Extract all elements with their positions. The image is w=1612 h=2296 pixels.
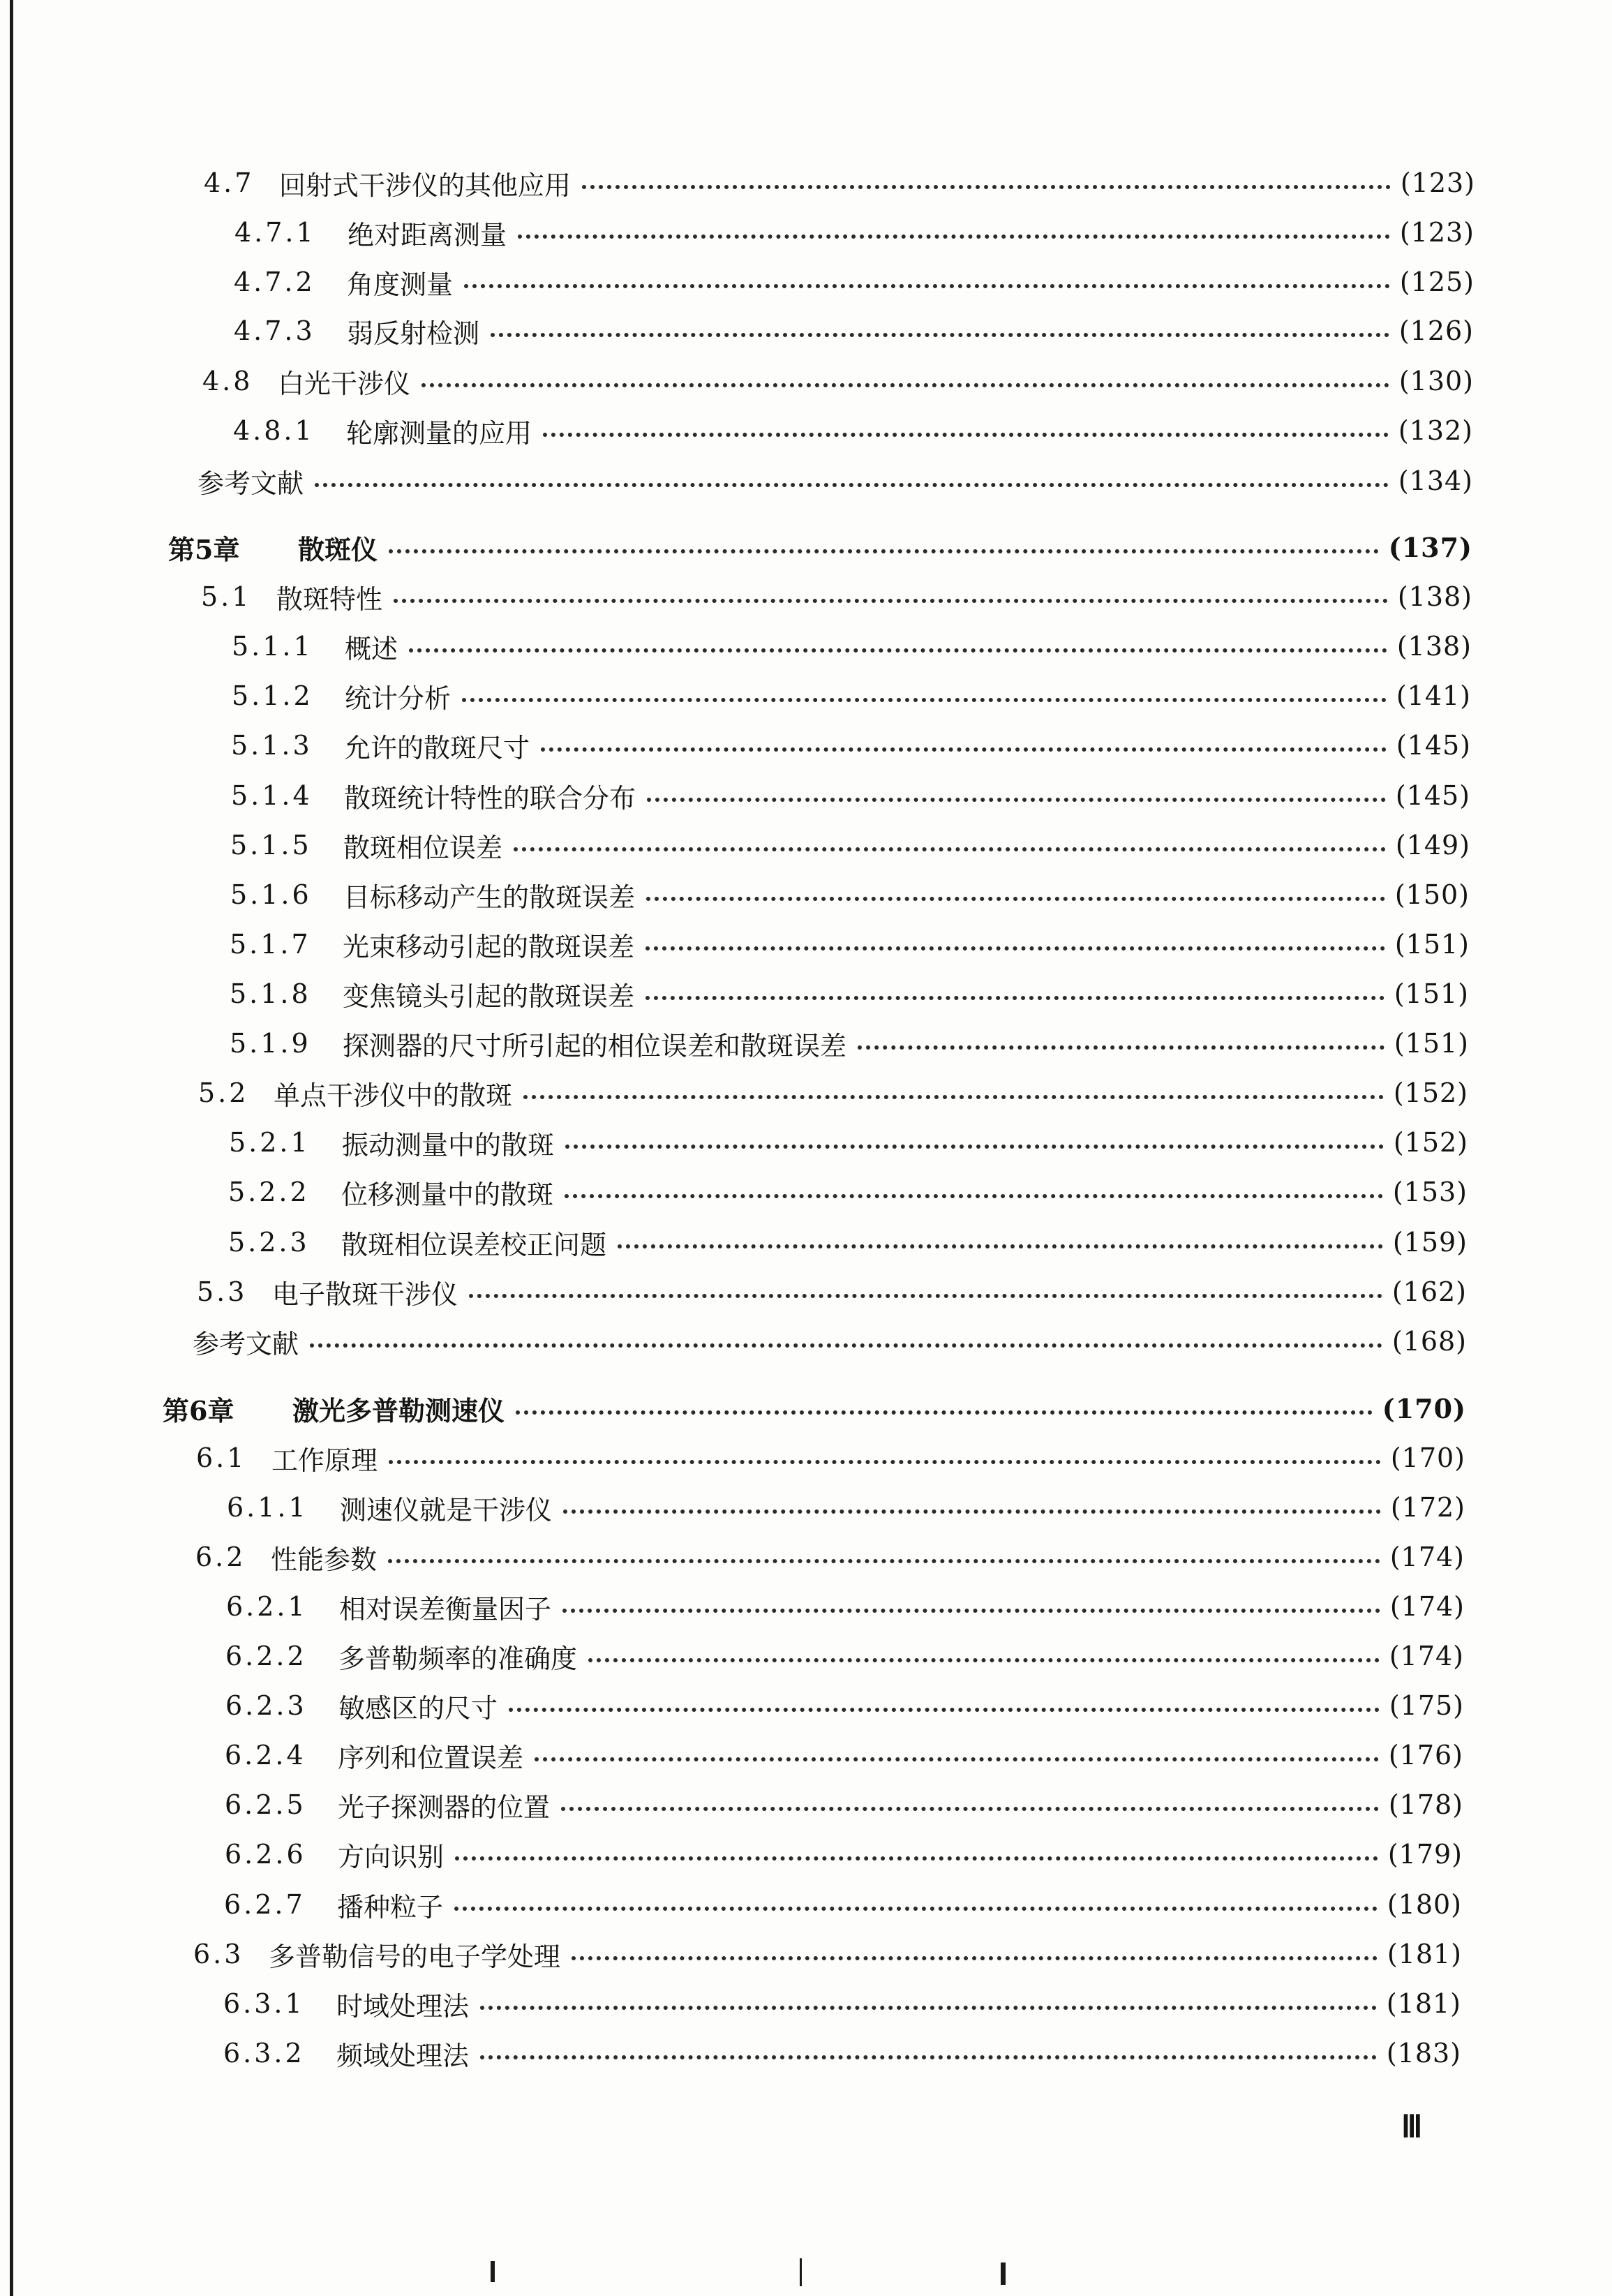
toc-page-number: (151) xyxy=(1394,978,1469,1009)
toc-page-number: (170) xyxy=(1382,1392,1466,1424)
toc-entry-title: 轮廓测量的应用 xyxy=(346,417,532,449)
toc-entry-number: 5.1.8 xyxy=(230,978,311,1009)
dot-leader xyxy=(535,1757,1379,1761)
toc-section-row[interactable] xyxy=(193,1934,1462,1974)
toc-entry-number: 4.7 xyxy=(204,167,255,198)
toc-entry-number: 4.7.3 xyxy=(234,315,315,346)
scan-mark-3 xyxy=(1001,2263,1006,2285)
toc-page-number: (179) xyxy=(1387,1839,1463,1870)
toc-section-row[interactable] xyxy=(197,1272,1467,1312)
toc-subsection-row[interactable] xyxy=(225,1834,1463,1874)
toc-subsection-row[interactable] xyxy=(225,1784,1463,1825)
dot-leader xyxy=(464,284,1390,288)
dot-leader xyxy=(388,1559,1380,1563)
toc-entry-number: 6.3.1 xyxy=(223,1988,305,2019)
dot-leader xyxy=(509,1708,1380,1712)
toc-subsection-row[interactable] xyxy=(225,1636,1464,1676)
toc-page-number: (149) xyxy=(1395,830,1470,860)
toc-page-number: (174) xyxy=(1389,1641,1464,1671)
dot-leader xyxy=(518,234,1390,239)
toc-page-number: (138) xyxy=(1397,581,1472,612)
toc-entry-number: 4.8.1 xyxy=(233,415,315,446)
toc-entry-number: 5.1.6 xyxy=(230,879,312,910)
toc-entry-title: 弱反射检测 xyxy=(347,318,480,349)
toc-subsection-row[interactable] xyxy=(234,311,1474,351)
toc-page-number: (125) xyxy=(1399,267,1475,297)
dot-leader xyxy=(454,1907,1378,1911)
toc-entry-number: 5.2.1 xyxy=(229,1127,311,1158)
toc-page-number: (170) xyxy=(1390,1443,1465,1473)
toc-subsection-row[interactable] xyxy=(223,2033,1461,2073)
dot-leader xyxy=(565,1194,1383,1198)
toc-entry-number: 4.7.2 xyxy=(234,267,315,297)
toc-entry-title: 变焦镜头引起的散斑误差 xyxy=(343,981,635,1012)
toc-entry-title: 播种粒子 xyxy=(337,1891,444,1923)
toc-section-row[interactable] xyxy=(197,461,1473,501)
toc-entry-number: 6.1.1 xyxy=(227,1492,308,1523)
toc-entry-title: 散斑特性 xyxy=(276,583,383,615)
dot-leader xyxy=(645,996,1385,1000)
scan-mark-1 xyxy=(491,2261,495,2282)
dot-leader xyxy=(480,2006,1377,2010)
toc-chapter-row[interactable] xyxy=(168,527,1472,567)
toc-subsection-row[interactable] xyxy=(232,626,1472,666)
toc-entry-number: 6.2.5 xyxy=(225,1789,306,1820)
toc-page-number: (174) xyxy=(1389,1591,1465,1622)
toc-subsection-row[interactable] xyxy=(234,212,1475,253)
toc-page-number: (132) xyxy=(1398,415,1473,446)
toc-entry-number: 6.2.2 xyxy=(225,1641,307,1671)
toc-entry-title: 敏感区的尺寸 xyxy=(338,1692,498,1724)
toc-subsection-row[interactable] xyxy=(225,1735,1463,1775)
toc-subsection-row[interactable] xyxy=(226,1586,1465,1627)
toc-page-number: (178) xyxy=(1388,1789,1463,1820)
dot-leader xyxy=(646,897,1385,901)
toc-subsection-row[interactable] xyxy=(228,1172,1468,1212)
dot-leader xyxy=(645,946,1385,951)
toc-entry-number: 6.2 xyxy=(195,1542,246,1572)
toc-entry-number: 4.8 xyxy=(202,366,253,396)
toc-subsection-row[interactable] xyxy=(227,1487,1465,1528)
toc-entry-number: 5.1.3 xyxy=(231,730,313,761)
toc-page-number: (159) xyxy=(1392,1227,1468,1258)
dot-leader xyxy=(523,1095,1384,1099)
toc-entry-number: 6.2.6 xyxy=(225,1839,306,1870)
toc-entry-title: 允许的散斑尺寸 xyxy=(344,732,530,763)
toc-chapter-row[interactable] xyxy=(163,1388,1466,1429)
toc-page-number: (150) xyxy=(1394,879,1470,910)
dot-leader xyxy=(858,1045,1385,1050)
toc-entry-number: 6.2.1 xyxy=(226,1591,308,1622)
toc-entry-title: 光子探测器的位置 xyxy=(338,1791,551,1823)
toc-section-row[interactable] xyxy=(195,1537,1465,1577)
dot-leader xyxy=(516,1410,1373,1415)
toc-entry-title: 散斑相位误差 xyxy=(343,832,503,863)
toc-entry-number: 5.1.1 xyxy=(232,631,313,662)
dot-leader xyxy=(543,433,1389,437)
toc-subsection-row[interactable] xyxy=(230,874,1470,915)
dot-leader xyxy=(409,648,1387,653)
toc-page-number: (174) xyxy=(1389,1542,1465,1572)
toc-page-number: (180) xyxy=(1387,1889,1462,1920)
toc-entry-title: 电子散斑干涉仪 xyxy=(272,1279,458,1310)
toc-page-number: (152) xyxy=(1393,1078,1468,1108)
toc-entry-title: 时域处理法 xyxy=(336,1990,470,2022)
toc-page-number: (172) xyxy=(1390,1492,1465,1523)
toc-entry-number: 6.1 xyxy=(196,1443,247,1473)
dot-leader xyxy=(582,185,1391,189)
dot-leader xyxy=(491,333,1389,337)
toc-entry-title: 统计分析 xyxy=(345,683,451,714)
toc-page-number: (123) xyxy=(1399,217,1475,248)
toc-page-number: (151) xyxy=(1394,929,1470,960)
toc-entry-title: 位移测量中的散斑 xyxy=(341,1179,554,1210)
dot-leader xyxy=(647,798,1386,802)
toc-entry-title: 绝对距离测量 xyxy=(348,219,507,251)
toc-page-number: (153) xyxy=(1392,1177,1468,1207)
toc-entry-title: 多普勒频率的准确度 xyxy=(338,1643,578,1674)
toc-page-number: (181) xyxy=(1386,1988,1461,2019)
toc-entry-number: 6.2.3 xyxy=(225,1690,307,1721)
toc-section-row[interactable] xyxy=(204,163,1475,203)
toc-entry-title: 参考文献 xyxy=(193,1328,299,1359)
toc-subsection-row[interactable] xyxy=(230,974,1469,1014)
toc-page-number: (168) xyxy=(1391,1326,1467,1357)
dot-leader xyxy=(480,2055,1377,2059)
toc-section-row[interactable] xyxy=(202,361,1474,401)
toc-entry-number: 5.3 xyxy=(197,1276,248,1307)
toc-subsection-row[interactable] xyxy=(223,1983,1461,2024)
toc-page-number: (141) xyxy=(1396,680,1471,711)
toc-entry-title: 激光多普勒测速仪 xyxy=(292,1394,505,1426)
toc-subsection-row[interactable] xyxy=(224,1884,1462,1925)
toc-entry-title: 工作原理 xyxy=(271,1445,378,1476)
toc-section-row[interactable] xyxy=(201,576,1472,617)
toc-subsection-row[interactable] xyxy=(231,775,1470,816)
dot-leader xyxy=(421,383,1389,387)
toc-entry-title: 相对误差衡量因子 xyxy=(339,1593,552,1625)
toc-subsection-row[interactable] xyxy=(230,825,1470,865)
toc-page-number: (176) xyxy=(1388,1740,1463,1771)
toc-entry-number: 6.2.7 xyxy=(224,1889,306,1920)
toc-entry-number: 6.2.4 xyxy=(225,1740,306,1771)
toc-subsection-row[interactable] xyxy=(229,1122,1468,1163)
dot-leader xyxy=(455,1856,1378,1861)
toc-subsection-row[interactable] xyxy=(232,676,1471,716)
toc-page-number: (130) xyxy=(1398,366,1474,396)
toc-entry-title: 性能参数 xyxy=(271,1544,378,1575)
toc-entry-number: 5.2 xyxy=(198,1078,249,1108)
toc-entry-title: 概述 xyxy=(345,633,398,664)
dot-leader xyxy=(562,1609,1380,1613)
toc-entry-title: 参考文献 xyxy=(197,468,304,499)
toc-entry-title: 序列和位置误差 xyxy=(338,1742,524,1773)
toc-entry-number: 5.1.9 xyxy=(230,1028,311,1059)
dot-leader xyxy=(310,1343,1382,1348)
dot-leader xyxy=(514,847,1386,851)
toc-subsection-row[interactable] xyxy=(234,262,1475,302)
toc-entry-title: 散斑统计特性的联合分布 xyxy=(344,782,636,814)
dot-leader xyxy=(462,698,1387,702)
toc-page-number: (137) xyxy=(1388,531,1472,563)
toc-subsection-row[interactable] xyxy=(225,1685,1464,1726)
toc-page-number: (123) xyxy=(1400,167,1475,198)
toc-entry-title: 单点干涉仪中的散斑 xyxy=(274,1080,513,1111)
toc-entry-number: 5.1.5 xyxy=(230,830,312,860)
dot-leader xyxy=(389,1460,1381,1464)
toc-page-number: (152) xyxy=(1393,1127,1468,1158)
toc-page-number: (126) xyxy=(1398,315,1474,346)
toc-entry-number: 5.2.3 xyxy=(228,1227,310,1258)
toc-entry-number: 5.1.4 xyxy=(231,780,313,811)
page-number: Ⅲ xyxy=(1401,2110,1423,2144)
toc-section-row[interactable] xyxy=(193,1321,1467,1362)
toc-page-number: (138) xyxy=(1396,631,1472,662)
dot-leader xyxy=(618,1244,1383,1248)
toc-entry-title: 散斑相位误差校正问题 xyxy=(341,1229,607,1260)
toc-page-number: (145) xyxy=(1396,730,1471,761)
dot-leader xyxy=(572,1956,1378,1960)
toc-entry-number: 6.3.2 xyxy=(223,2038,305,2068)
toc-entry-number: 5.1.2 xyxy=(232,680,313,711)
toc-subsection-row[interactable] xyxy=(228,1222,1468,1262)
dot-leader xyxy=(469,1294,1382,1298)
toc-page-number: (162) xyxy=(1391,1276,1467,1307)
toc-page-number: (175) xyxy=(1389,1690,1464,1721)
dot-leader xyxy=(315,483,1389,487)
toc-entry-title: 多普勒信号的电子学处理 xyxy=(269,1941,561,1972)
toc-entry-title: 方向识别 xyxy=(338,1841,445,1872)
toc-entry-title: 目标移动产生的散斑误差 xyxy=(343,881,636,913)
toc-entry-title: 回射式干涉仪的其他应用 xyxy=(279,170,572,201)
scan-mark-2 xyxy=(800,2258,802,2286)
dot-leader xyxy=(563,1509,1381,1514)
toc-entry-number: 5.1.7 xyxy=(230,929,311,960)
toc-entry-title: 测速仪就是干涉仪 xyxy=(340,1494,553,1526)
toc-entry-title: 白光干涉仪 xyxy=(278,368,411,399)
toc-subsection-row[interactable] xyxy=(230,924,1470,964)
toc-subsection-row[interactable] xyxy=(230,1023,1469,1064)
dot-leader xyxy=(561,1807,1379,1811)
toc-section-row[interactable] xyxy=(198,1073,1468,1113)
dot-leader xyxy=(541,747,1387,752)
toc-section-row[interactable] xyxy=(196,1438,1465,1478)
dot-leader xyxy=(565,1145,1384,1149)
toc-page-number: (145) xyxy=(1395,780,1470,811)
toc-entry-title: 散斑仪 xyxy=(298,533,378,565)
toc-page-number: (181) xyxy=(1387,1939,1462,1969)
toc-entry-number: 第6章 xyxy=(163,1394,234,1426)
toc-page-number: (183) xyxy=(1386,2038,1461,2068)
toc-entry-title: 探测器的尺寸所引起的相位误差和散斑误差 xyxy=(343,1030,847,1061)
toc-subsection-row[interactable] xyxy=(231,725,1471,766)
toc-entry-number: 第5章 xyxy=(168,533,240,565)
toc-entry-title: 光束移动引起的散斑误差 xyxy=(343,931,635,962)
toc-entry-number: 4.7.1 xyxy=(234,217,316,248)
dot-leader xyxy=(588,1658,1380,1662)
dot-leader xyxy=(389,549,1379,553)
toc-page-number: (134) xyxy=(1398,465,1473,496)
toc-entry-title: 振动测量中的散斑 xyxy=(342,1129,555,1161)
toc-entry-number: 5.1 xyxy=(201,581,252,612)
toc-subsection-row[interactable] xyxy=(233,410,1473,451)
toc-page-number: (151) xyxy=(1394,1028,1469,1059)
dot-leader xyxy=(394,599,1388,603)
toc-entry-number: 5.2.2 xyxy=(228,1177,310,1207)
toc-entry-title: 角度测量 xyxy=(347,269,454,300)
toc-entry-title: 频域处理法 xyxy=(336,2040,470,2071)
toc-entry-number: 6.3 xyxy=(193,1939,244,1969)
